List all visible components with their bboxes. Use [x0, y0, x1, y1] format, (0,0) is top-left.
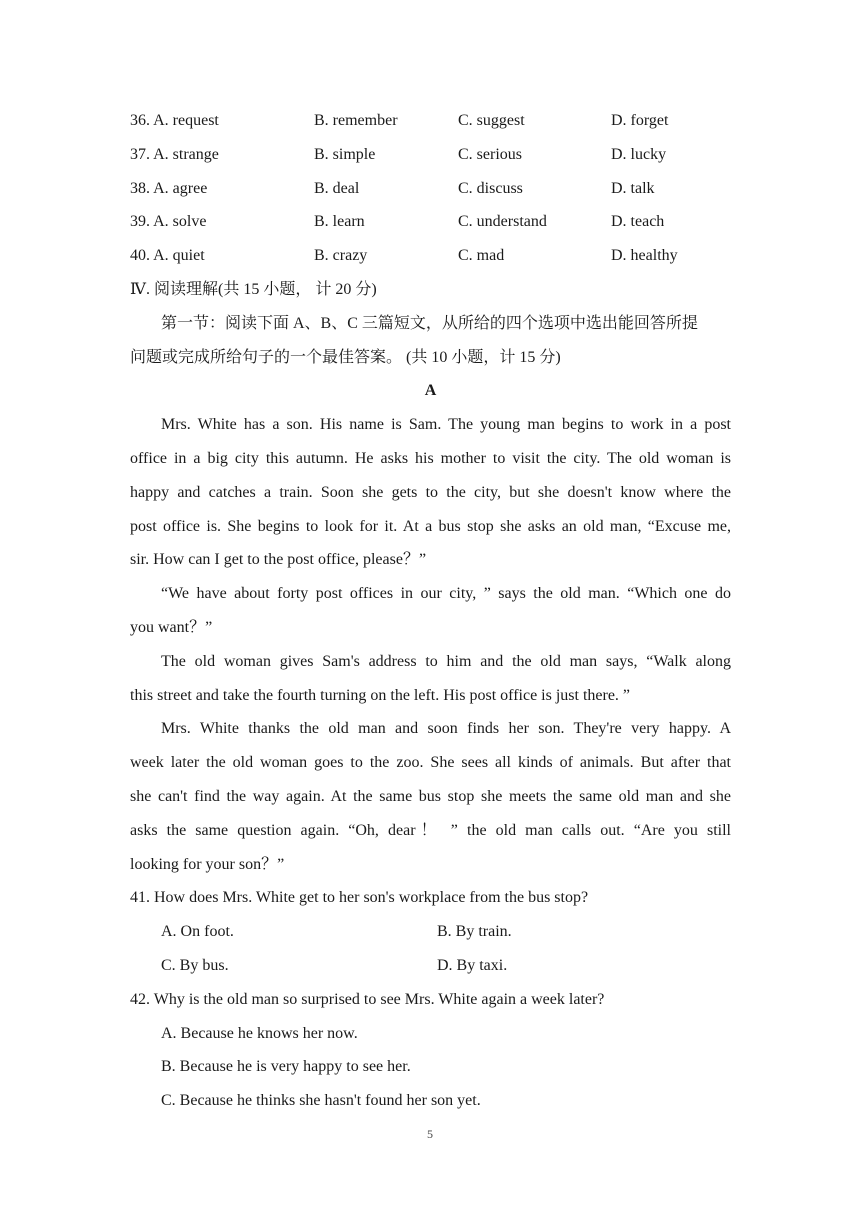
question-42: 42. Why is the old man so surprised to see Mrs. White again a week later? [130, 990, 605, 1008]
option-40-b: B. crazy [314, 247, 368, 265]
option-38-a: 38. A. agree [130, 179, 208, 197]
option-36-d: D. forget [611, 112, 669, 129]
options-row-38 [130, 172, 731, 206]
passage-title: A [424, 382, 437, 400]
option-39-c: C. understand [458, 213, 547, 231]
passage-line: you want？” [130, 618, 213, 636]
passage-line: looking for your son？” [130, 855, 285, 873]
section-instruction-line-1: 第一节：阅读下面 A、B、C 三篇短文，从所给的四个选项中选出能回答所提 [161, 314, 698, 332]
passage-line: sir. How can I get to the post office, please？” [130, 551, 427, 569]
section-heading: Ⅳ. 阅读理解(共 15 小题， 计 20 分) [130, 280, 377, 298]
option-40-c: C. mad [458, 247, 505, 265]
option-36-a: 36. A. request [130, 112, 219, 129]
answer-42-b: B. Because he is very happy to see her. [161, 1058, 411, 1076]
passage-line: Mrs. White thanks the old man and soon finds her son. They're very happy. A [161, 720, 731, 738]
answer-41-a: A. On foot. [161, 923, 234, 941]
passage-line: The old woman gives Sam's address to him and the old man says, “Walk along [161, 652, 731, 670]
passage-line: office in a big city this autumn. He asks his mother to visit the city. The old woman is [130, 449, 731, 467]
answer-41-b: B. By train. [437, 923, 512, 941]
answer-42-a: A. Because he knows her now. [161, 1024, 358, 1042]
passage-line: happy and catches a train. Soon she gets to the city, but she doesn't know where the [130, 483, 731, 501]
exam-page [130, 104, 731, 1118]
passage-line: “We have about forty post offices in our city, ” says the old man. “Which one do [161, 585, 731, 603]
section-instruction-line-2: 问题或完成所给句子的一个最佳答案。 (共 10 小题，计 15 分) [130, 348, 561, 366]
option-39-d: D. teach [611, 213, 665, 231]
options-row-37 [130, 138, 731, 172]
option-37-b: B. simple [314, 145, 376, 163]
question-41: 41. How does Mrs. White get to her son's workplace from the bus stop? [130, 889, 589, 907]
options-row-36 [130, 104, 731, 138]
option-38-d: D. talk [611, 179, 655, 197]
answer-41-c: C. By bus. [161, 956, 229, 974]
option-40-a: 40. A. quiet [130, 247, 205, 265]
options-row-40 [130, 239, 731, 273]
answer-42-c: C. Because he thinks she hasn't found her son yet. [161, 1092, 481, 1110]
answer-41-d: D. By taxi. [437, 956, 508, 974]
passage-line: she can't find the way again. At the same bus stop she meets the same old man and she [130, 787, 731, 805]
option-39-b: B. learn [314, 213, 365, 231]
answers-41-row-2 [130, 949, 731, 983]
passage-line: Mrs. White has a son. His name is Sam. The young man begins to work in a post [161, 416, 731, 434]
option-36-b: B. remember [314, 112, 398, 129]
option-37-c: C. serious [458, 145, 522, 163]
passage-line: this street and take the fourth turning on the left. His post office is just there. ” [130, 686, 631, 704]
option-37-a: 37. A. strange [130, 145, 219, 163]
passage-line: asks the same question again. “Oh, dear！ ” the old man calls out. “Are you still [130, 821, 731, 839]
answers-41-row-1 [130, 915, 731, 949]
options-row-39 [130, 205, 731, 239]
option-38-b: B. deal [314, 179, 360, 197]
page-number: 5 [427, 1127, 433, 1141]
passage-line: week later the old woman goes to the zoo. She sees all kinds of animals. But after that [130, 754, 731, 772]
option-38-c: C. discuss [458, 179, 523, 197]
option-40-d: D. healthy [611, 247, 678, 265]
option-39-a: 39. A. solve [130, 213, 207, 231]
passage-line: post office is. She begins to look for it. At a bus stop she asks an old man, “Excuse me, [130, 517, 731, 535]
option-37-d: D. lucky [611, 145, 667, 163]
option-36-c: C. suggest [458, 112, 525, 129]
